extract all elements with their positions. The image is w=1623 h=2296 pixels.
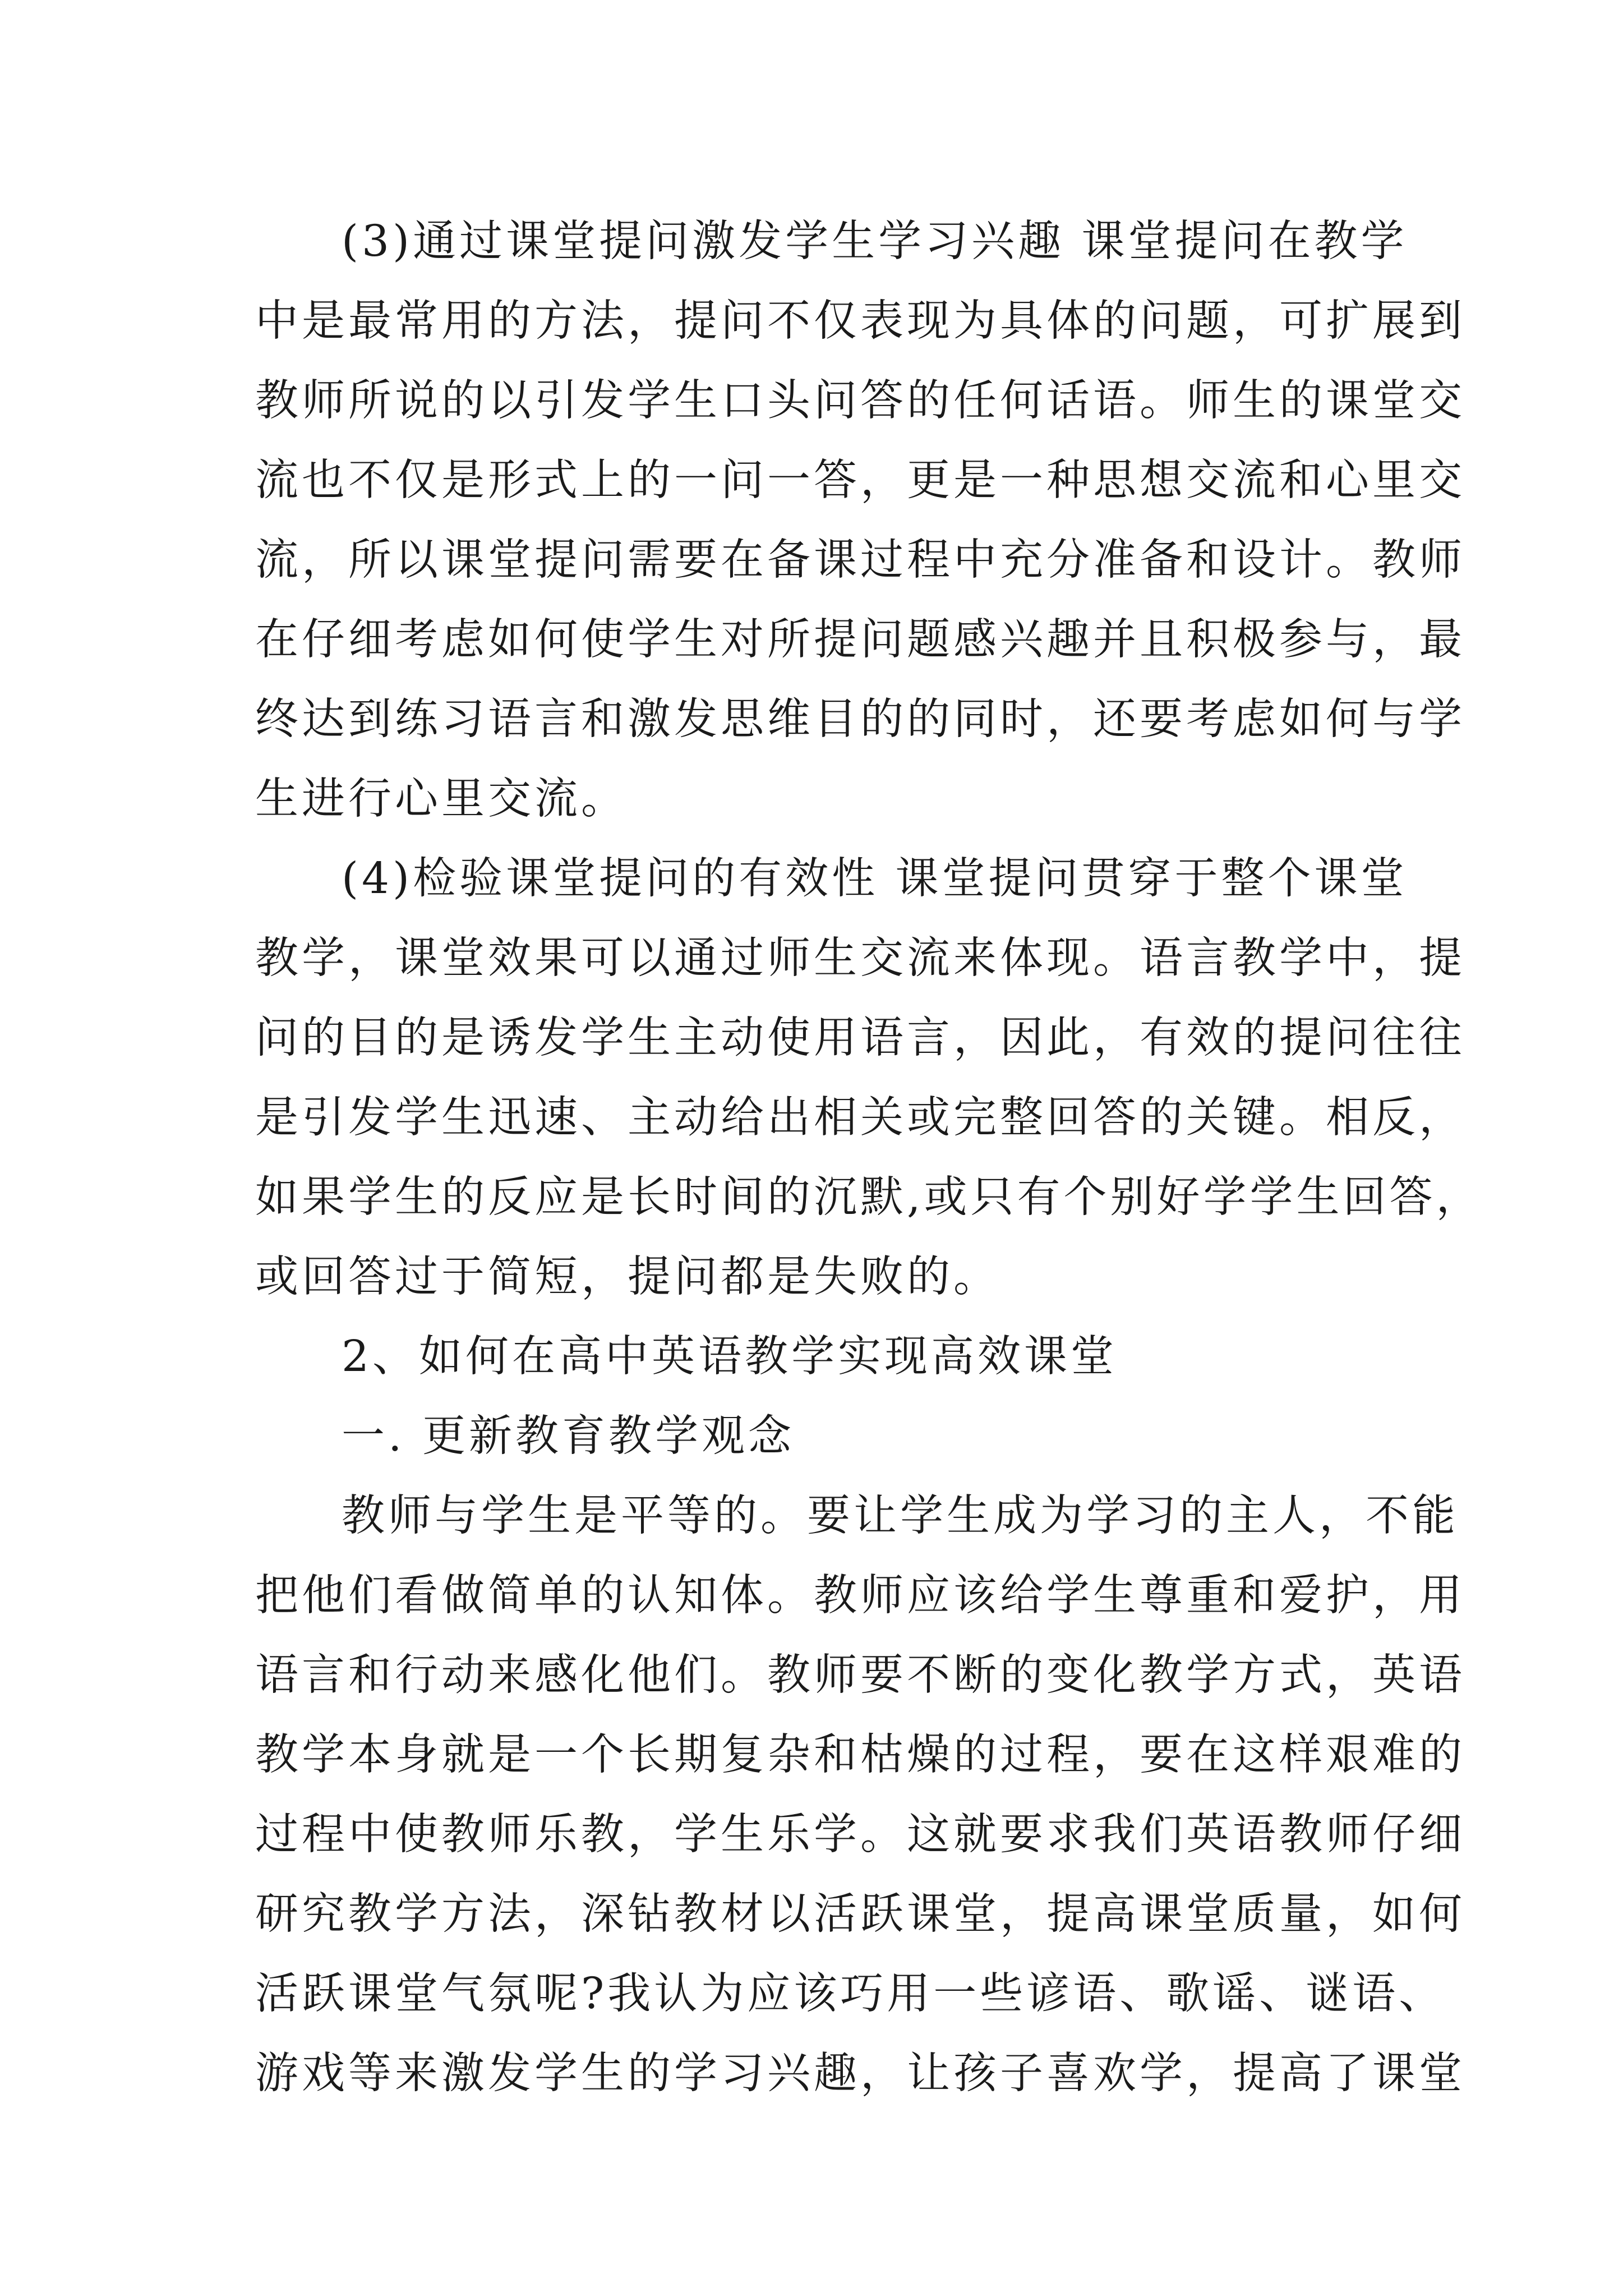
text-line: 活跃课堂气氛呢?我认为应该巧用一些谚语、歌谣、谜语、	[255, 1969, 1446, 2019]
text-line: 中是最常用的方法，提问不仅表现为具体的问题，可扩展到	[255, 296, 1465, 346]
text-line: 如果学生的反应是长时间的沉默,或只有个别好学学生回答，	[255, 1172, 1483, 1222]
text-line: 终达到练习语言和激发思维目的的同时，还要考虑如何与学	[255, 694, 1465, 744]
text-line: 或回答过于简短，提问都是失败的。	[255, 1252, 1000, 1302]
text-line: 教师所说的以引发学生口头问答的任何话语。师生的课堂交	[255, 376, 1465, 426]
text-line: 流也不仅是形式上的一问一答，更是一种思想交流和心里交	[255, 455, 1465, 505]
text-line: (3)通过课堂提问激发学生学习兴趣 课堂提问在教学	[342, 217, 1408, 266]
section-heading: 2、如何在高中英语教学实现高效课堂	[342, 1332, 1117, 1382]
text-line: 游戏等来激发学生的学习兴趣，让孩子喜欢学，提高了课堂	[255, 2049, 1465, 2099]
text-line: 教师与学生是平等的。要让学生成为学习的主人，不能	[342, 1491, 1459, 1541]
text-line: 生进行心里交流。	[255, 774, 628, 824]
text-line: 在仔细考虑如何使学生对所提问题感兴趣并且积极参与，最	[255, 615, 1465, 665]
text-line: 教学，课堂效果可以通过师生交流来体现。语言教学中，提	[255, 933, 1465, 983]
text-line: 流，所以课堂提问需要在备课过程中充分准备和设计。教师	[255, 535, 1465, 585]
text-line: 是引发学生迅速、主动给出相关或完整回答的关键。相反，	[255, 1093, 1465, 1143]
subsection-heading: 一. 更新教育教学观念	[342, 1411, 795, 1461]
text-line: 把他们看做简单的认知体。教师应该给学生尊重和爱护，用	[255, 1571, 1465, 1621]
text-line: 问的目的是诱发学生主动使用语言，因此，有效的提问往往	[255, 1013, 1465, 1063]
text-line: 研究教学方法，深钻教材以活跃课堂，提高课堂质量，如何	[255, 1889, 1465, 1939]
text-line: 过程中使教师乐教，学生乐学。这就要求我们英语教师仔细	[255, 1810, 1465, 1860]
text-line: (4)检验课堂提问的有效性 课堂提问贯穿于整个课堂	[342, 854, 1408, 904]
document-body	[255, 202, 1483, 2114]
text-line: 语言和行动来感化他们。教师要不断的变化教学方式，英语	[255, 1650, 1465, 1700]
text-line: 教学本身就是一个长期复杂和枯燥的过程，要在这样艰难的	[255, 1730, 1465, 1780]
